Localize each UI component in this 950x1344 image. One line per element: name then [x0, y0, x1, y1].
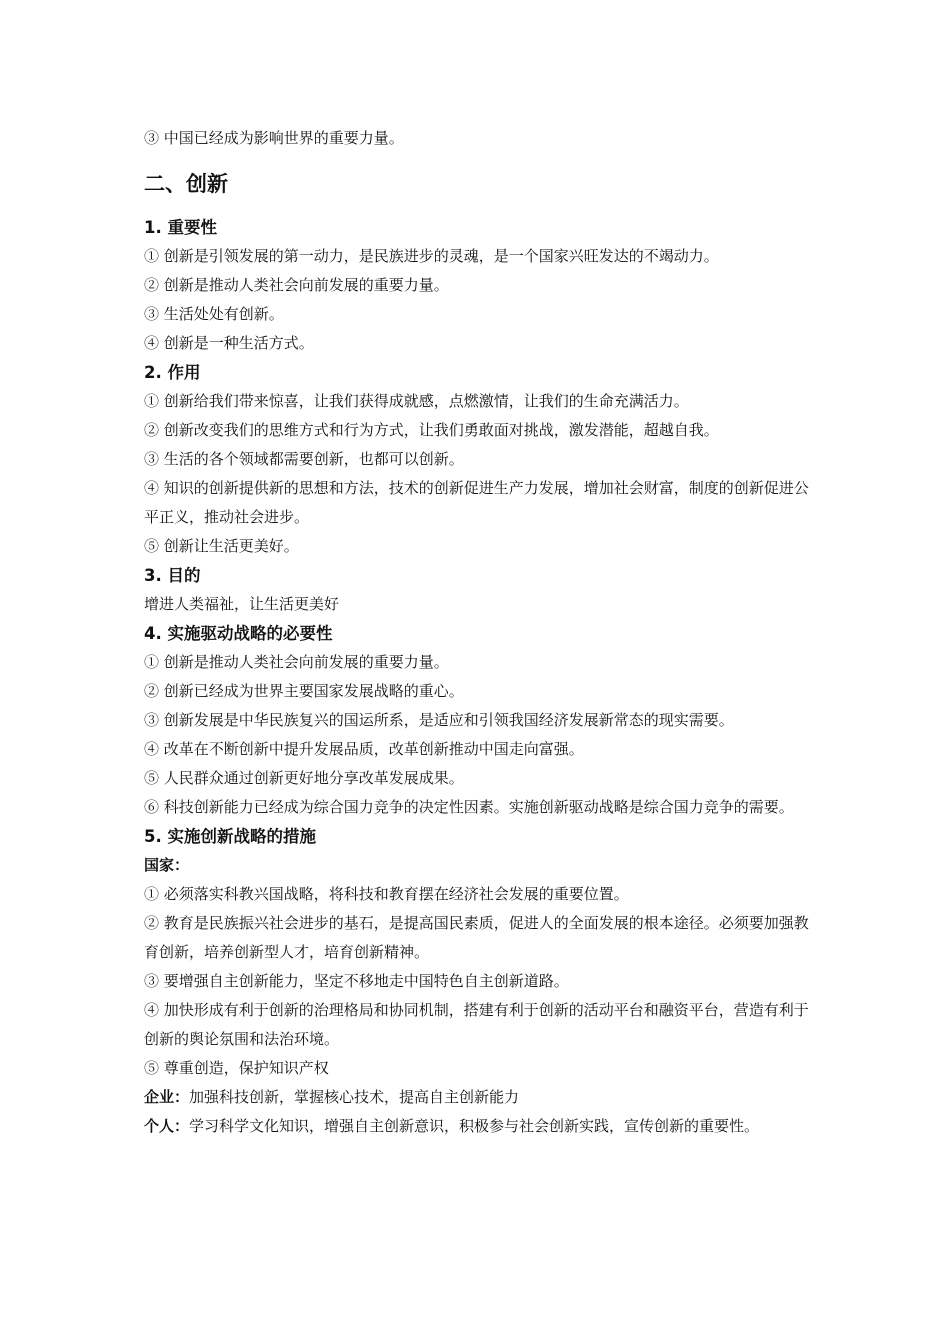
importance-item: ④ 创新是一种生活方式。	[144, 334, 314, 352]
individual-label: 个人：	[144, 1117, 190, 1135]
importance-item: ③ 生活处处有创新。	[144, 305, 284, 323]
role-item: ③ 生活的各个领域都需要创新，也都可以创新。	[144, 450, 464, 468]
purpose-text: 增进人类福祉，让生活更美好	[144, 595, 340, 613]
necessity-item: ③ 创新发展是中华民族复兴的国运所系，是适应和引领我国经济发展新常态的现实需要。	[144, 711, 734, 729]
measures-heading: 5. 实施创新战略的措施	[144, 827, 316, 846]
enterprise-paragraph	[144, 1083, 812, 1112]
state-item: ② 教育是民族振兴社会进步的基石，是提高国民素质，促进人的全面发展的根本途径。必须要加强教育创新，培养创新型人才，培育创新精神。	[144, 914, 809, 961]
role-item: ② 创新改变我们的思维方式和行为方式，让我们勇敢面对挑战，激发潜能，超越自我。	[144, 421, 719, 439]
role-item: ⑤ 创新让生活更美好。	[144, 537, 299, 555]
importance-heading: 1. 重要性	[144, 218, 217, 237]
necessity-item: ④ 改革在不断创新中提升发展品质，改革创新推动中国走向富强。	[144, 740, 584, 758]
importance-item: ② 创新是推动人类社会向前发展的重要力量。	[144, 276, 449, 294]
enterprise-text: 加强科技创新，掌握核心技术，提高自主创新能力	[189, 1088, 520, 1106]
document-page	[144, 124, 812, 1141]
intro-line: ③ 中国已经成为影响世界的重要力量。	[144, 129, 404, 147]
role-item: ① 创新给我们带来惊喜，让我们获得成就感，点燃激情，让我们的生命充满活力。	[144, 392, 689, 410]
state-item: ⑤ 尊重创造，保护知识产权	[144, 1059, 329, 1077]
necessity-item: ② 创新已经成为世界主要国家发展战略的重心。	[144, 682, 464, 700]
role-item: ④ 知识的创新提供新的思想和方法，技术的创新促进生产力发展，增加社会财富，制度的创新促进公平正义，推动社会进步。	[144, 479, 809, 526]
state-item: ① 必须落实科教兴国战略，将科技和教育摆在经济社会发展的重要位置。	[144, 885, 629, 903]
state-item: ③ 要增强自主创新能力，坚定不移地走中国特色自主创新道路。	[144, 972, 569, 990]
necessity-heading: 4. 实施驱动战略的必要性	[144, 624, 333, 643]
state-item: ④ 加快形成有利于创新的治理格局和协同机制，搭建有利于创新的活动平台和融资平台，营造有利于创新的舆论氛围和法治环境。	[144, 1001, 809, 1048]
individual-text: 学习科学文化知识，增强自主创新意识，积极参与社会创新实践，宣传创新的重要性。	[189, 1117, 760, 1135]
necessity-item: ⑤ 人民群众通过创新更好地分享改革发展成果。	[144, 769, 464, 787]
state-label: 国家：	[144, 856, 190, 874]
enterprise-label: 企业：	[144, 1088, 190, 1106]
role-heading: 2. 作用	[144, 363, 201, 382]
section-title: 二、创新	[144, 172, 228, 196]
importance-item: ① 创新是引领发展的第一动力，是民族进步的灵魂，是一个国家兴旺发达的不竭动力。	[144, 247, 719, 265]
necessity-item: ① 创新是推动人类社会向前发展的重要力量。	[144, 653, 449, 671]
necessity-item: ⑥ 科技创新能力已经成为综合国力竞争的决定性因素。实施创新驱动战略是综合国力竞争的需要。	[144, 798, 794, 816]
purpose-heading: 3. 目的	[144, 566, 201, 585]
individual-paragraph	[144, 1112, 812, 1141]
